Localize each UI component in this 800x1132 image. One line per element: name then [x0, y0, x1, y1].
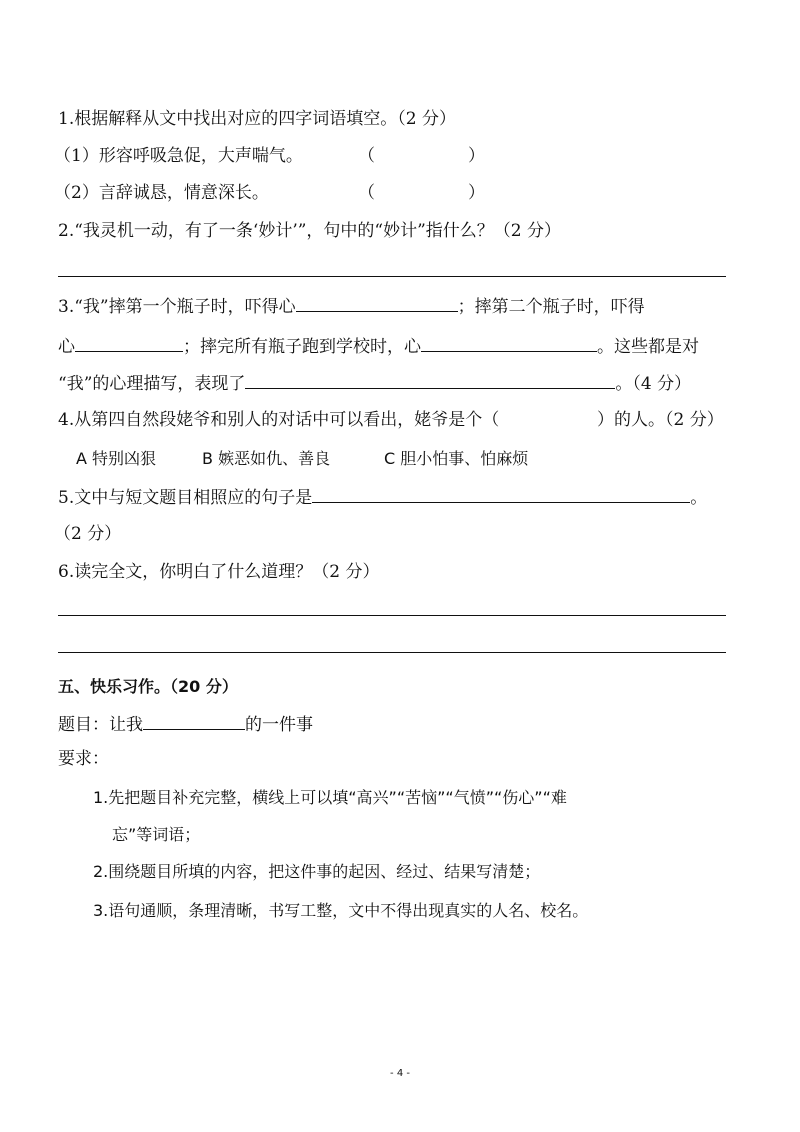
q5-end: 。: [690, 488, 708, 508]
q4-title-b: ）的人。（2 分）: [597, 410, 724, 430]
section5-topic-b: 的一件事: [245, 715, 313, 735]
q3-part6: “我”的心理描写，表现了: [58, 374, 246, 394]
q5-blank: [312, 484, 690, 503]
section5-topic-a: 题目：让我: [58, 715, 143, 735]
q1-item1-paren-open: （: [358, 146, 375, 166]
q3-line3: [58, 370, 691, 396]
q3-blank4: [245, 370, 615, 389]
q4-option-a: A 特别凶狠: [76, 449, 157, 468]
section5-req1-line2: 忘”等词语；: [112, 825, 201, 844]
section5-req1-line1: 1.先把题目补充完整，横线上可以填“高兴”“苦恼”“气愤”“伤心”“难: [93, 788, 567, 807]
q3-line2: [58, 333, 699, 359]
q5-title: 5.文中与短文题目相照应的句子是: [58, 488, 313, 508]
q3-part3: 心: [58, 337, 75, 357]
q3-part7: 。（4 分）: [615, 374, 692, 394]
page-number: - 4 -: [390, 1068, 410, 1079]
q2-answer-line: [58, 276, 726, 277]
q1-item2: （2）言辞诚恳，情意深长。: [54, 183, 269, 203]
q5-score: （2 分）: [54, 524, 122, 544]
q3-blank2: [75, 333, 183, 352]
q2-title: 2.“我灵机一动，有了一条‘妙计’”，句中的“妙计”指什么？（2 分）: [58, 221, 562, 241]
q3-part5: 。这些都是对: [597, 337, 699, 357]
q4-option-b: B 嫉恶如仇、善良: [202, 449, 331, 468]
q4-title-a: 4.从第四自然段姥爷和别人的对话中可以看出，姥爷是个（: [58, 410, 500, 430]
section5-req2: 2.围绕题目所填的内容，把这件事的起因、经过、结果写清楚；: [93, 862, 541, 881]
q6-title: 6.读完全文，你明白了什么道理？（2 分）: [58, 562, 380, 582]
section5-heading: 五、快乐习作。（20 分）: [58, 677, 238, 696]
section5-topic-blank: [143, 711, 245, 730]
q3-blank1: [296, 293, 458, 312]
q1-title: 1.根据解释从文中找出对应的四字词语填空。（2 分）: [58, 109, 456, 129]
q1-item2-paren-close: ）: [468, 183, 485, 203]
q3-part4: ；摔完所有瓶子跑到学校时，心: [183, 337, 421, 357]
q5-line: [58, 484, 707, 510]
q6-answer-line-1: [58, 615, 726, 616]
section5-topic: [58, 711, 313, 737]
q1-item1: （1）形容呼吸急促，大声喘气。: [54, 146, 303, 166]
q1-item1-paren-close: ）: [468, 146, 485, 166]
q3-line1: [58, 293, 645, 319]
q3-blank3: [421, 333, 597, 352]
q4-option-c: C 胆小怕事、怕麻烦: [384, 449, 529, 468]
section5-req3: 3.语句通顺，条理清晰，书写工整，文中不得出现真实的人名、校名。: [93, 901, 589, 920]
section5-req-label: 要求：: [58, 749, 109, 769]
q3-part1: 3.“我”摔第一个瓶子时，吓得心: [58, 297, 296, 317]
q3-part2: ；摔第二个瓶子时，吓得: [457, 297, 645, 317]
q6-answer-line-2: [58, 652, 726, 653]
q1-item2-paren-open: （: [358, 183, 375, 203]
